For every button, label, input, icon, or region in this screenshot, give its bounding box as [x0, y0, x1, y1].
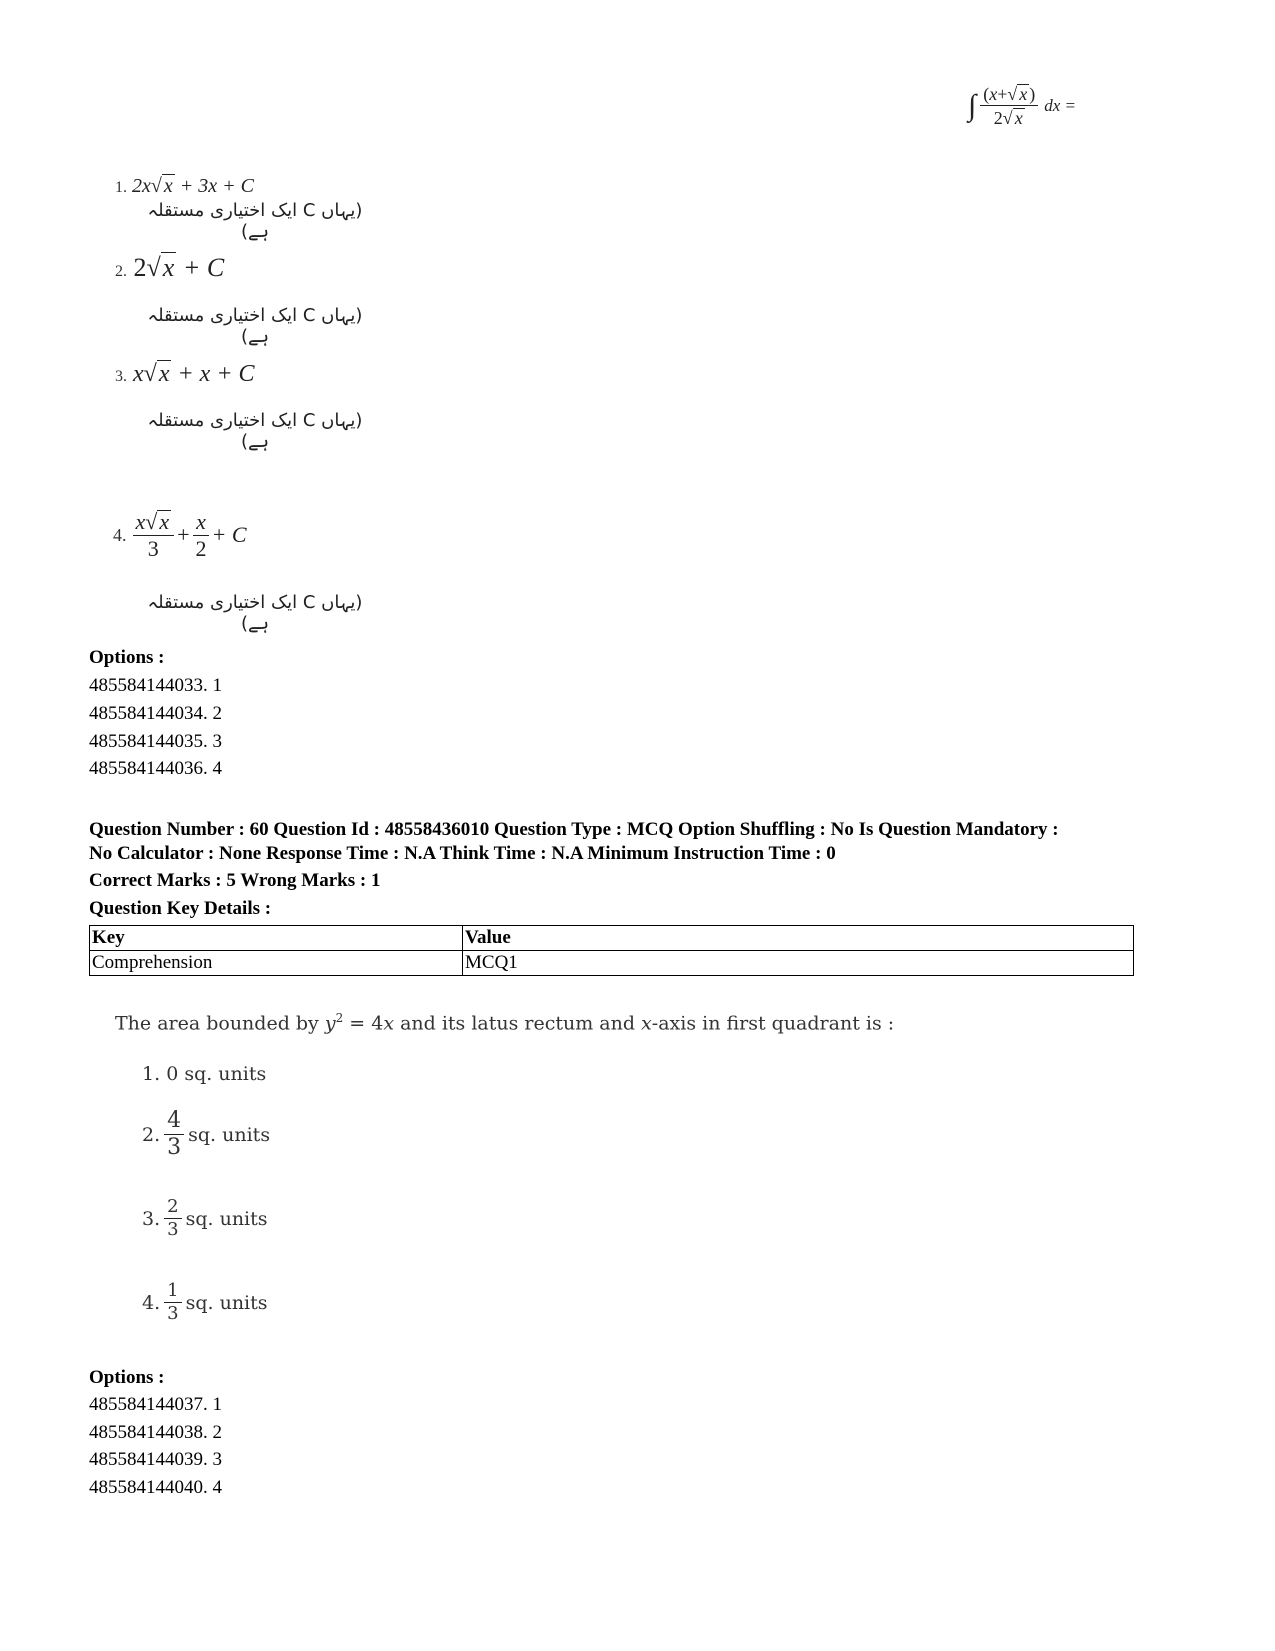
table-header-value: Value — [463, 926, 1134, 951]
option-q59-1: 485584144033. 1 — [89, 675, 222, 696]
integral-fraction: (x+√ x ) 2√ x — [980, 84, 1038, 127]
choice-4-frac2: $\frac{x}{2}$ — [193, 511, 210, 560]
integral-expression — [968, 84, 1076, 127]
question-text: The area bounded by $y^2 = 4x$ and its latus rectum and x-axis in first quadrant is : — [115, 1011, 895, 1035]
choice-2: 2. 2√ x + C — [115, 253, 225, 282]
option-q59-3: 485584144035. 3 — [89, 731, 222, 752]
question-meta-line2: No Calculator : None Response Time : N.A Think Time : N.A Minimum Instruction Time : 0 — [89, 843, 836, 864]
integral-sign: ∫ — [968, 88, 977, 122]
question-marks: Correct Marks : 5 Wrong Marks : 1 — [89, 870, 381, 891]
table-header-row — [90, 926, 1134, 951]
question-key-table — [89, 925, 1134, 976]
option-q60-2: 485584144038. 2 — [89, 1422, 222, 1443]
choice-3-note: (یہاں C ایک اختیاری مستقلہ ہے) — [147, 410, 363, 452]
choice-3: 3. x√ x + x + C — [115, 361, 255, 387]
question-meta-line1: Question Number : 60 Question Id : 48558436010 Question Type : MCQ Option Shuffling : No Is Question Mandatory : — [89, 819, 1059, 840]
choice-4: 4. x√ x 3 + $\frac{x}{2}$ + C — [113, 508, 247, 561]
q60-choice-2-frac: $\frac{4}{3}$ — [164, 1110, 184, 1159]
table-cell-value: MCQ1 — [463, 951, 1134, 976]
option-q59-2: 485584144034. 2 — [89, 703, 222, 724]
option-q60-1: 485584144037. 1 — [89, 1394, 222, 1415]
option-q59-4: 485584144036. 4 — [89, 758, 222, 779]
table-row — [90, 951, 1134, 976]
options-label-q59: Options : — [89, 647, 165, 668]
choice-2-note: (یہاں C ایک اختیاری مستقلہ ہے) — [147, 305, 363, 347]
q60-choice-1: 1. 0 sq. units — [142, 1063, 267, 1085]
options-label-q60: Options : — [89, 1367, 165, 1388]
q60-choice-3: 3. $\frac{2}{3}$ sq. units — [142, 1196, 268, 1240]
table-cell-key: Comprehension — [90, 951, 463, 976]
choice-1-note: (یہاں C ایک اختیاری مستقلہ ہے) — [147, 200, 363, 242]
option-q60-3: 485584144039. 3 — [89, 1449, 222, 1470]
choice-4-frac1: x√ x 3 — [133, 510, 175, 560]
q60-choice-4: 4. $\frac{1}{3}$ sq. units — [142, 1280, 268, 1324]
integral-dx: dx = — [1044, 95, 1077, 115]
choice-4-note: (یہاں C ایک اختیاری مستقلہ ہے) — [147, 592, 363, 634]
q60-choice-2: 2. $\frac{4}{3}$ sq. units — [142, 1108, 271, 1160]
table-header-key: Key — [90, 926, 463, 951]
q60-choice-4-frac: $\frac{1}{3}$ — [164, 1282, 181, 1323]
q60-choice-3-frac: $\frac{2}{3}$ — [164, 1198, 181, 1239]
question-key-details-label: Question Key Details : — [89, 898, 272, 919]
choice-1: 1. 2x√ x + 3x + C — [115, 175, 254, 197]
option-q60-4: 485584144040. 4 — [89, 1477, 222, 1498]
